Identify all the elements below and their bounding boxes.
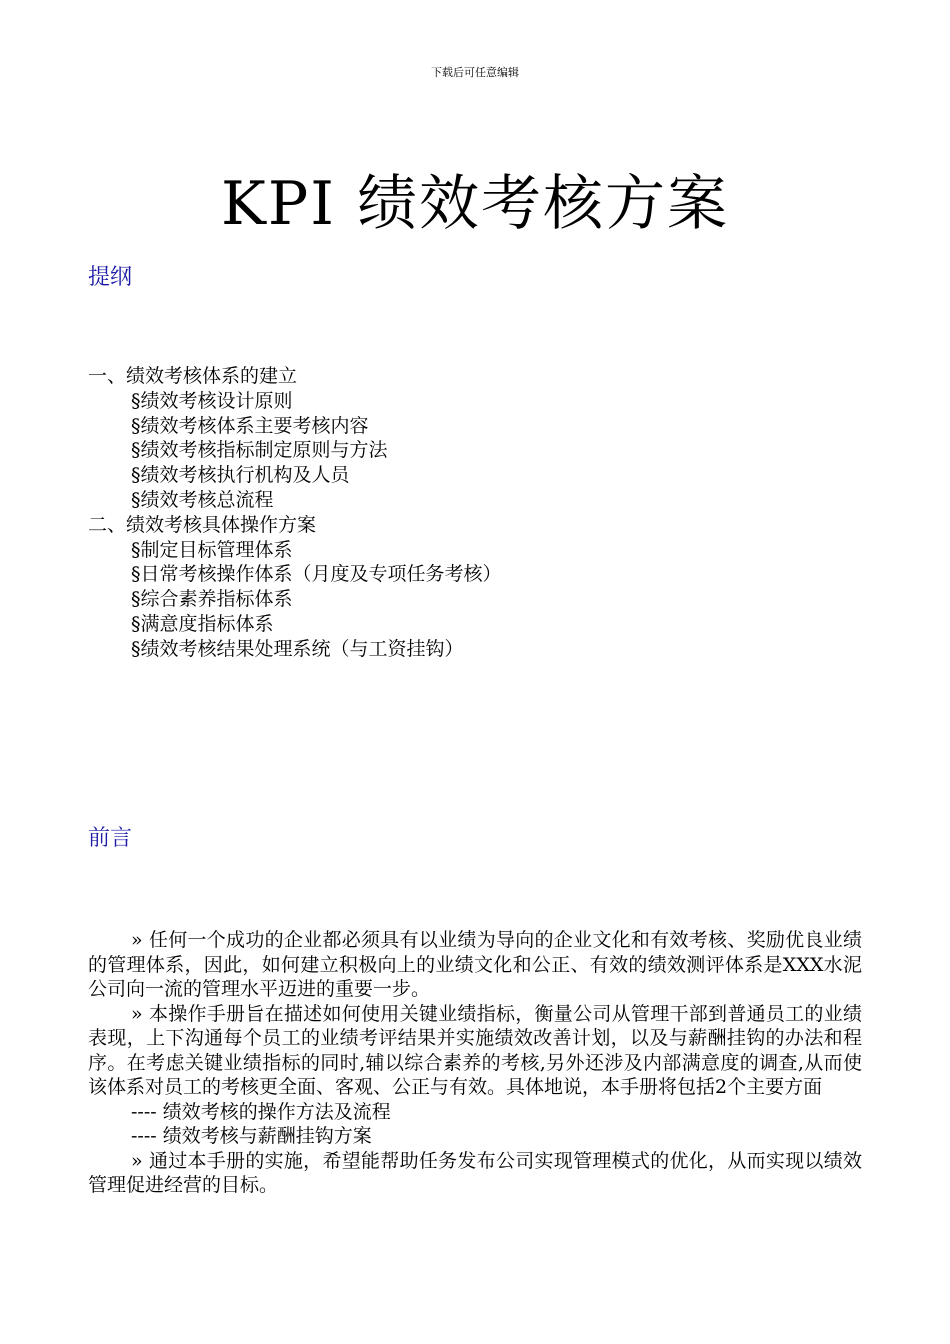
outline-subitem: §绩效考核结果处理系统（与工资挂钩） [131,637,464,660]
outline-item: 一、绩效考核体系的建立 [88,365,298,387]
preface-paragraph: » 本操作手册旨在描述如何使用关键业绩指标，衡量公司从管理干部到普通员工的业绩表现，上下沟通每个员工的业绩考评结果并实施绩效改善计划，以及与薪酬挂钩的办法和程序。在考虑关键业绩指标的同时,辅以综合素养的考核,另外还涉及内部满意度的调查,从而使该体系对员工的考核更全面、客观、公正与有效。具体地说，本手册将包括2个主要方面 [88,1002,862,1098]
preface-body [88,928,862,1198]
outline-subitem: §综合素养指标体系 [131,588,293,611]
outline-subitem: §日常考核操作体系（月度及专项任务考核） [131,563,502,586]
outline-subitem: §绩效考核体系主要考核内容 [131,414,369,437]
outline-list [88,364,868,662]
preface-paragraph: ---- 绩效考核的操作方法及流程 [131,1100,391,1123]
outline-heading: 提纲 [88,265,133,290]
outline-subitem: §绩效考核指标制定原则与方法 [131,439,388,462]
outline-item: 二、绩效考核具体操作方案 [88,513,317,536]
outline-subitem: §绩效考核设计原则 [131,389,293,412]
preface-paragraph: » 任何一个成功的企业都必须具有以业绩为导向的企业文化和有效考核、奖励优良业绩的管理体系，因此，如何建立积极向上的业绩文化和公正、有效的绩效测评体系是XXX水泥公司向一流的管理水平迈进的重要一步。 [88,929,862,1000]
outline-subitem: §绩效考核执行机构及人员 [131,464,350,487]
preface-heading: 前言 [88,826,133,851]
header-note: 下载后可任意编辑 [431,66,519,79]
preface-paragraph: » 通过本手册的实施，希望能帮助任务发布公司实现管理模式的优化，从而实现以绩效管理促进经营的目标。 [88,1149,862,1196]
preface-paragraph: ---- 绩效考核与薪酬挂钩方案 [131,1125,372,1147]
outline-subitem: §绩效考核总流程 [131,488,274,511]
document-title: KPI 绩效考核方案 [221,169,729,240]
outline-subitem: §满意度指标体系 [131,612,274,635]
outline-subitem: §制定目标管理体系 [131,538,293,561]
